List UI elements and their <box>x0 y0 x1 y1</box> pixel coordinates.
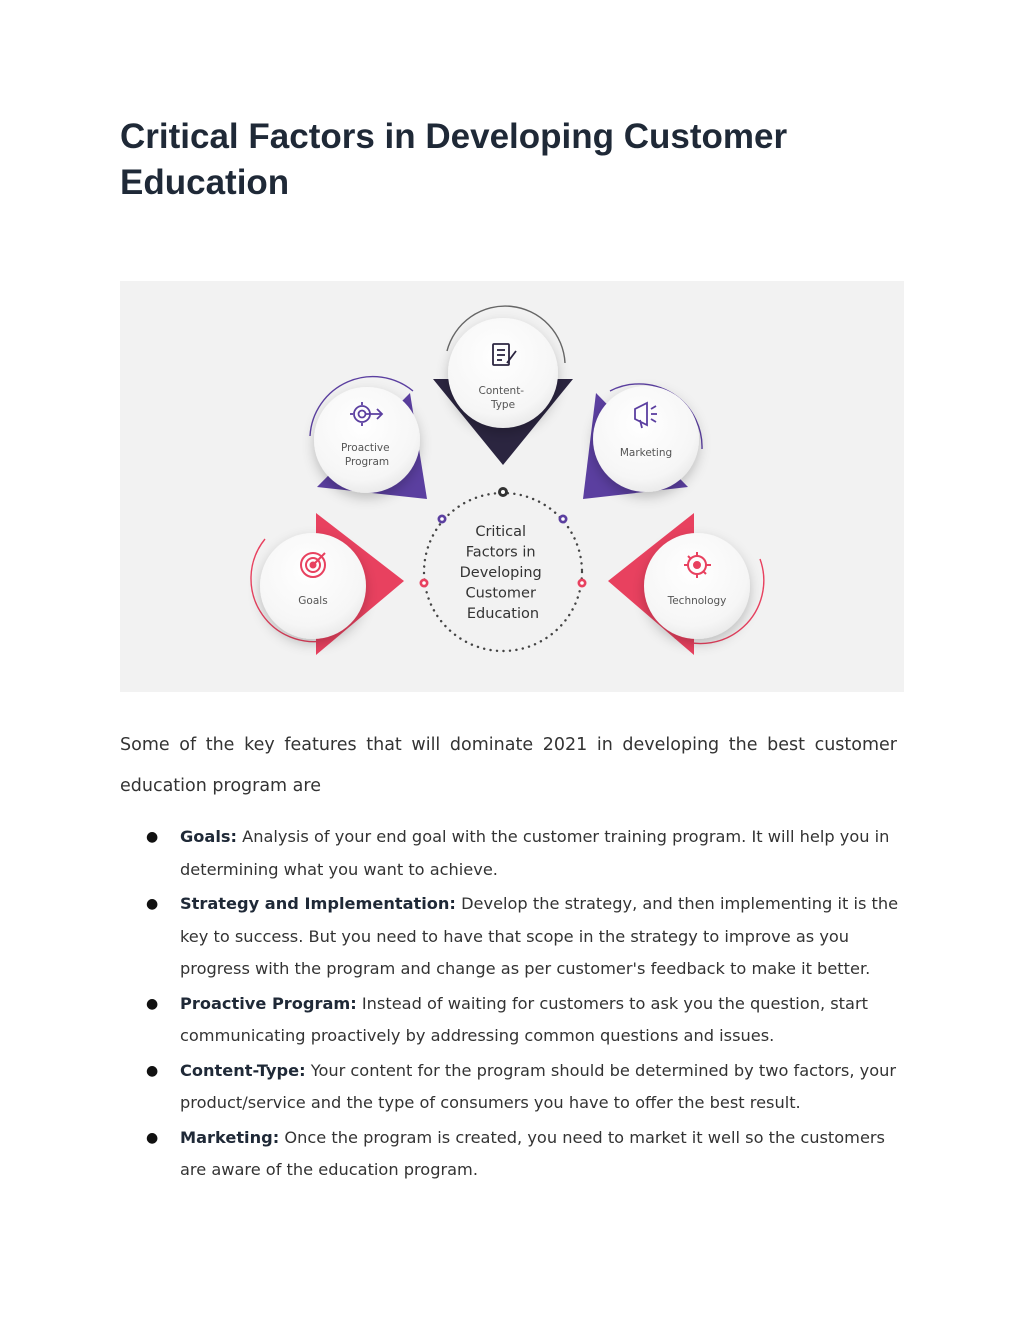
node-label: Marketing <box>619 447 673 459</box>
feature-term: Proactive Program: <box>180 993 357 1013</box>
center-title <box>460 524 547 622</box>
list-item <box>120 988 910 1053</box>
bullet-icon: ● <box>146 1129 159 1146</box>
center-line: Customer <box>465 585 536 602</box>
bullet-icon: ● <box>146 896 159 912</box>
node-technology <box>608 513 764 655</box>
center-line: Education <box>466 606 540 622</box>
node-label: Program <box>344 456 390 468</box>
intro-paragraph: Some of the key features that will dominate 2021 in developing the best customer education program are <box>120 735 897 796</box>
node-marketing <box>583 384 702 499</box>
features-list <box>120 821 910 1189</box>
feature-text: Develop the strategy, and then implementing it is the key to success. But you need to have that scope in the strategy to improve as you progress with the program and change as per customer's feedback to make it better. <box>180 894 899 978</box>
list-item <box>120 1122 910 1187</box>
node-goals <box>251 513 404 655</box>
node-label: Goals <box>298 595 328 607</box>
feature-text: Once the program is created, you need to market it well so the customers are aware of the education program. <box>180 1127 885 1179</box>
feature-term: Goals: <box>180 827 237 846</box>
node-label: Type <box>490 399 516 411</box>
bullet-icon: ● <box>146 995 159 1012</box>
node-content-type <box>433 306 573 465</box>
node-proactive-program <box>310 377 427 499</box>
feature-text: Analysis of your end goal with the customer training program. It will help you in determining what you want to achieve. <box>180 827 890 879</box>
infographic <box>120 281 904 692</box>
node-label: Content- <box>478 385 525 397</box>
feature-text: Your content for the program should be determined by two factors, your product/service and the type of consumers you have to offer the best result. <box>180 1060 897 1112</box>
feature-text: Instead of waiting for customers to ask you the question, start communicating proactively by addressing common questions and issues. <box>180 993 868 1045</box>
bullet-icon: ● <box>146 829 159 845</box>
node-label: Proactive <box>341 442 390 454</box>
feature-term: Marketing: <box>180 1127 280 1147</box>
center-line: Developing <box>459 565 542 581</box>
page-title: Critical Factors in Developing Customer Education <box>120 117 788 202</box>
bullet-icon: ● <box>146 1062 159 1079</box>
feature-term: Content-Type: <box>180 1060 306 1080</box>
feature-term: Strategy and Implementation: <box>180 894 456 913</box>
list-item <box>120 821 910 886</box>
center-line: Critical <box>475 524 527 540</box>
node-label: Technology <box>667 595 727 607</box>
center-line: Factors in <box>465 544 536 561</box>
list-item <box>120 888 910 986</box>
list-item <box>120 1055 910 1120</box>
